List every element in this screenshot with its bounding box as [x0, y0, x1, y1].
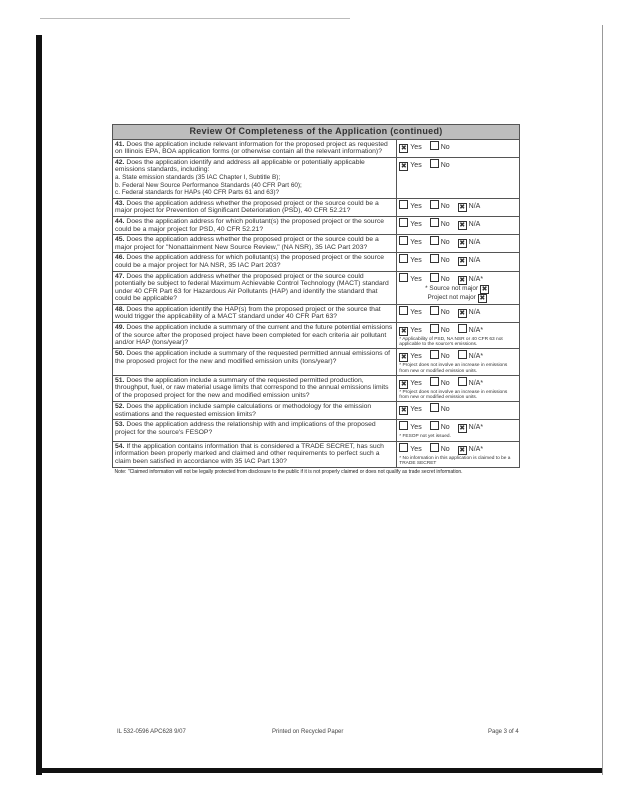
answer-option-label: Yes [410, 202, 422, 210]
question-text: Does the application identify the HAP(s) from the proposed project or the source that would trigger the applicability of a MACT standard under 40 CFR Part 63? [115, 305, 381, 321]
question-text: Does the application identify and address all applicable or potentially applicable emissions standards, including: [115, 158, 365, 174]
answer-option-label: N/A [468, 220, 481, 228]
answer-option[interactable] [458, 203, 481, 210]
question-row [113, 253, 520, 271]
question-row [113, 139, 520, 157]
answer-option-label: Yes [410, 445, 422, 453]
answer-footnote: * Project does not involve an increase in emissions from new or modified emission units. [399, 389, 508, 401]
answer-option-label: N/A* [468, 327, 484, 335]
empty-checkbox-icon[interactable] [430, 350, 439, 359]
question-number: 41. [115, 140, 125, 148]
checked-box-icon[interactable]: ✖ [481, 285, 488, 293]
answer-option-label: Yes [410, 327, 422, 335]
question-number: 54. [115, 442, 125, 450]
empty-checkbox-icon[interactable] [430, 200, 439, 209]
answer-option[interactable] [458, 239, 481, 246]
answer-option-label: N/A* [468, 424, 484, 432]
question-row [113, 441, 520, 467]
question-text-cell [113, 216, 397, 234]
answer-option[interactable] [458, 257, 481, 264]
answer-option[interactable] [399, 162, 421, 169]
checked-box-icon[interactable]: ✖ [459, 425, 466, 433]
question-text-cell [113, 375, 397, 401]
answer-option-label: N/A [468, 308, 481, 316]
answer-option[interactable] [399, 221, 421, 228]
checked-box-icon[interactable]: ✖ [459, 276, 466, 284]
empty-checkbox-icon[interactable] [399, 273, 408, 282]
answer-option-label: Yes [410, 424, 422, 432]
empty-checkbox-icon[interactable] [399, 443, 408, 452]
checked-box-icon[interactable]: ✖ [459, 240, 466, 248]
answer-option-label: No [440, 424, 450, 432]
question-text: Does the application include sample calculations or methodology for the emission estimations and the requested emission limits? [115, 403, 372, 418]
answer-option-label: No [440, 445, 450, 453]
empty-checkbox-icon[interactable] [399, 421, 408, 430]
recycled-paper-note: Printed on Recycled Paper [272, 729, 344, 735]
answer-cell [397, 235, 520, 253]
question-text: Does the application address whether the proposed project or the source could be a major project for Prevention of Significant Deterioration (PSD), 40 CFR 52.21? [115, 199, 379, 215]
answer-cell [397, 271, 520, 304]
answer-option-label: No [440, 257, 450, 265]
answer-option-label: Yes [410, 257, 422, 265]
answer-cell [397, 139, 520, 157]
answer-option-label: Yes [410, 275, 422, 283]
empty-checkbox-icon[interactable] [430, 273, 439, 282]
answer-option[interactable] [458, 309, 481, 316]
answer-option[interactable] [458, 446, 483, 453]
question-text-cell [113, 441, 397, 467]
scan-edge-line [40, 18, 350, 19]
answer-cell [397, 441, 520, 467]
answer-option-label: N/A* [468, 353, 484, 361]
empty-checkbox-icon[interactable] [430, 159, 439, 168]
answer-option-label: N/A* [468, 445, 484, 453]
empty-checkbox-icon[interactable] [399, 236, 408, 245]
question-number: 46. [115, 254, 125, 262]
answer-extra-text: * Source not major [425, 284, 479, 292]
answer-cell [397, 375, 520, 401]
answer-option[interactable] [458, 276, 483, 283]
question-subitem: c. Federal standards for HAPs (40 CFR Parts 61 and 63)? [115, 189, 280, 197]
answer-cell [397, 198, 520, 216]
question-row [113, 216, 520, 234]
question-text-cell [113, 349, 397, 375]
question-subitem: b. Federal New Source Performance Standards (40 CFR Part 60); [115, 181, 302, 189]
answer-option-label: No [440, 406, 450, 414]
answer-option-label: Yes [410, 379, 422, 387]
question-text: Does the application address for which pollutant(s) the proposed project or the source could be a major project for PSD, 40 CFR 52.21? [115, 217, 385, 233]
answer-extra-line [399, 285, 517, 294]
answer-option[interactable] [430, 406, 450, 413]
question-text: Does the application include a summary of the requested permitted annual emissions of the proposed project for the new and modified emission units (tons/year)? [115, 350, 391, 366]
answer-option-label: No [440, 220, 450, 228]
question-row [113, 349, 520, 375]
answer-option-label: No [440, 275, 450, 283]
answer-cell [397, 349, 520, 375]
answer-option[interactable] [430, 424, 450, 431]
empty-checkbox-icon[interactable] [458, 324, 467, 333]
page-number: Page 3 of 4 [488, 729, 519, 735]
answer-option[interactable] [399, 424, 421, 431]
empty-checkbox-icon[interactable] [458, 377, 467, 386]
question-text-cell [113, 402, 397, 420]
answer-extra-line [399, 294, 517, 303]
question-text: Does the application address for which pollutant(s) the proposed project or the source could be a major project for NA NSR, 35 IAC Part 203? [115, 254, 385, 269]
empty-checkbox-icon[interactable] [399, 200, 408, 209]
question-text: Does the application address whether the proposed project or the source could be a major project for "Nonattainment New Source Review," (NA NSR), 35 IAC Part 203? [115, 236, 379, 251]
checked-box-icon[interactable]: ✖ [459, 446, 466, 454]
answer-option-label: N/A [468, 239, 481, 247]
question-row [113, 304, 520, 322]
question-text-cell [113, 304, 397, 322]
question-number: 53. [115, 421, 125, 429]
completeness-review-table [112, 124, 520, 477]
question-number: 52. [115, 403, 125, 411]
answer-option-label: No [440, 379, 450, 387]
answer-extra-text: Project not major [427, 293, 476, 301]
question-text: Does the application include a summary of the current and the future potential emissions of the source after the proposed project have been completed for each criteria air pollutant and/or HAP (tons/year)? [115, 324, 393, 347]
empty-checkbox-icon[interactable] [430, 403, 439, 412]
answer-option[interactable] [399, 380, 421, 387]
answer-cell [397, 216, 520, 234]
empty-checkbox-icon[interactable] [430, 218, 439, 227]
empty-checkbox-icon[interactable] [430, 141, 439, 150]
answer-option-label: Yes [410, 239, 422, 247]
question-text: Does the application include relevant information for the proposed project as requested on Illinois EPA, BOA application forms (or otherwise contain all the relevant information)? [115, 140, 388, 156]
question-row [113, 420, 520, 441]
answer-cell [397, 157, 520, 198]
empty-checkbox-icon[interactable] [399, 306, 408, 315]
question-row [113, 323, 520, 349]
answer-footnote: * No information in this application is claimed to be a TRADE SECRET [399, 455, 511, 466]
answer-option-label: N/A* [468, 379, 484, 387]
table-header-row [113, 125, 520, 140]
answer-option-label: No [440, 239, 450, 247]
answer-option[interactable] [430, 144, 450, 151]
question-text-cell [113, 323, 397, 349]
answer-option[interactable] [399, 203, 421, 210]
answer-cell [397, 304, 520, 322]
answer-option-label: No [440, 161, 450, 169]
answer-option[interactable] [399, 144, 421, 151]
question-text-cell [113, 198, 397, 216]
checked-box-icon[interactable]: ✖ [400, 328, 407, 336]
question-text-cell [113, 157, 397, 198]
answer-option[interactable] [430, 446, 450, 453]
answer-footnote: * Project does not involve an increase in emissions from new or modified emission units. [399, 363, 508, 374]
scan-right-edge [602, 25, 603, 775]
answer-option-label: N/A [468, 202, 481, 210]
answer-option-label: No [440, 353, 450, 361]
answer-option-label: N/A* [468, 275, 484, 283]
answer-cell [397, 323, 520, 349]
question-row [113, 271, 520, 304]
answer-option[interactable] [458, 380, 483, 387]
question-row [113, 157, 520, 198]
answer-option[interactable] [430, 276, 450, 283]
answer-cell [397, 253, 520, 271]
question-text-cell [113, 420, 397, 441]
checked-box-icon[interactable]: ✖ [400, 162, 407, 170]
answer-option[interactable] [430, 239, 450, 246]
empty-checkbox-icon[interactable] [430, 377, 439, 386]
empty-checkbox-icon[interactable] [430, 254, 439, 263]
table-note-row [113, 468, 520, 477]
checked-box-icon[interactable]: ✖ [459, 203, 466, 211]
answer-option-label: No [440, 327, 450, 335]
checked-box-icon[interactable]: ✖ [400, 380, 407, 388]
question-number: 43. [115, 199, 125, 207]
answer-option[interactable] [458, 327, 483, 334]
answer-option[interactable] [430, 203, 450, 210]
question-number: 44. [115, 217, 125, 225]
answer-cell [397, 420, 520, 441]
answer-option[interactable] [430, 380, 450, 387]
checked-box-icon[interactable]: ✖ [459, 258, 466, 266]
question-number: 51. [115, 376, 125, 384]
empty-checkbox-icon[interactable] [430, 236, 439, 245]
answer-option[interactable] [399, 309, 421, 316]
scan-left-border [36, 35, 42, 775]
answer-option[interactable] [430, 257, 450, 264]
empty-checkbox-icon[interactable] [399, 218, 408, 227]
answer-option[interactable] [399, 239, 421, 246]
question-text: If the application contains information that is considered a TRADE SECRET, has such information been properly marked and claimed and other requirements to perfect such a claim been satisfied in accordance with 35 IAC Part 130? [115, 442, 384, 465]
answer-option[interactable] [430, 162, 450, 169]
question-text-cell [113, 235, 397, 253]
checked-box-icon[interactable]: ✖ [400, 407, 407, 415]
checked-box-icon[interactable]: ✖ [400, 144, 407, 152]
answer-option[interactable] [399, 446, 421, 453]
question-text-cell [113, 271, 397, 304]
answer-option-label: Yes [410, 406, 422, 414]
checked-box-icon[interactable]: ✖ [459, 309, 466, 317]
question-number: 48. [115, 305, 125, 313]
checked-box-icon[interactable]: ✖ [479, 294, 486, 302]
answer-option-label: Yes [410, 308, 422, 316]
table-header: Review Of Completeness of the Application (continued) [113, 125, 520, 140]
answer-option[interactable] [430, 327, 450, 334]
answer-option[interactable] [399, 327, 421, 334]
trade-secret-note: Note: "Claimed information will not be legally protected from disclosure to the public if it is not properly claimed or does not qualify as trade secret information. [114, 469, 463, 476]
empty-checkbox-icon[interactable] [430, 324, 439, 333]
question-row [113, 198, 520, 216]
answer-footnote: * FESOP not yet issued. [399, 434, 451, 440]
answer-option[interactable] [399, 276, 421, 283]
answer-option[interactable] [430, 221, 450, 228]
question-number: 47. [115, 272, 125, 280]
answer-option-label: Yes [410, 220, 422, 228]
empty-checkbox-icon[interactable] [430, 443, 439, 452]
answer-option-label: No [440, 308, 450, 316]
question-number: 49. [115, 324, 125, 332]
answer-option[interactable] [399, 406, 421, 413]
question-text: Does the application include a summary of the requested permitted production, throughput, fuel, or raw material usage limits that correspond to the annual emissions limits of the proposed project for the new and modified emission units? [115, 376, 389, 400]
question-text-cell [113, 253, 397, 271]
answer-option-label: No [440, 143, 450, 151]
answer-option[interactable] [399, 353, 421, 360]
question-text: Does the application address the relationship with and implications of the proposed project for the source's FESOP? [115, 421, 376, 437]
question-number: 45. [115, 236, 125, 244]
question-number: 42. [115, 158, 125, 166]
question-number: 50. [115, 350, 125, 358]
checked-box-icon[interactable]: ✖ [400, 354, 407, 362]
answer-option-label: Yes [410, 161, 422, 169]
question-row [113, 375, 520, 401]
scan-bottom-border [42, 768, 602, 773]
answer-option-label: N/A [468, 257, 481, 265]
answer-option-label: No [440, 202, 450, 210]
question-subitem: a. State emission standards (35 IAC Chapter I, Subtitle B); [115, 173, 281, 181]
question-text-cell [113, 139, 397, 157]
question-text: Does the application address whether the proposed project or the source could potentially be subject to federal Maximum Achievable Control Technology (MACT) standard under 40 CFR Part 63 for Hazardous Air Pollutants (HAP) and identify the standard that could be applicable? [115, 272, 389, 303]
answer-option[interactable] [458, 221, 481, 228]
answer-option[interactable] [458, 353, 483, 360]
empty-checkbox-icon[interactable] [399, 254, 408, 263]
answer-option[interactable] [458, 424, 483, 431]
answer-footnote: * Applicability of PSD, NA NSR or 40 CFR 63 not applicable to the source's emissions. [399, 337, 503, 348]
empty-checkbox-icon[interactable] [458, 350, 467, 359]
question-row [113, 235, 520, 253]
answer-option[interactable] [430, 309, 450, 316]
question-row [113, 402, 520, 420]
answer-option[interactable] [399, 257, 421, 264]
answer-option-label: Yes [410, 353, 422, 361]
answer-option[interactable] [430, 353, 450, 360]
empty-checkbox-icon[interactable] [430, 421, 439, 430]
empty-checkbox-icon[interactable] [430, 306, 439, 315]
form-number: IL 532-0596 APC628 9/07 [117, 729, 186, 735]
checked-box-icon[interactable]: ✖ [459, 221, 466, 229]
answer-cell [397, 402, 520, 420]
answer-option-label: Yes [410, 143, 422, 151]
